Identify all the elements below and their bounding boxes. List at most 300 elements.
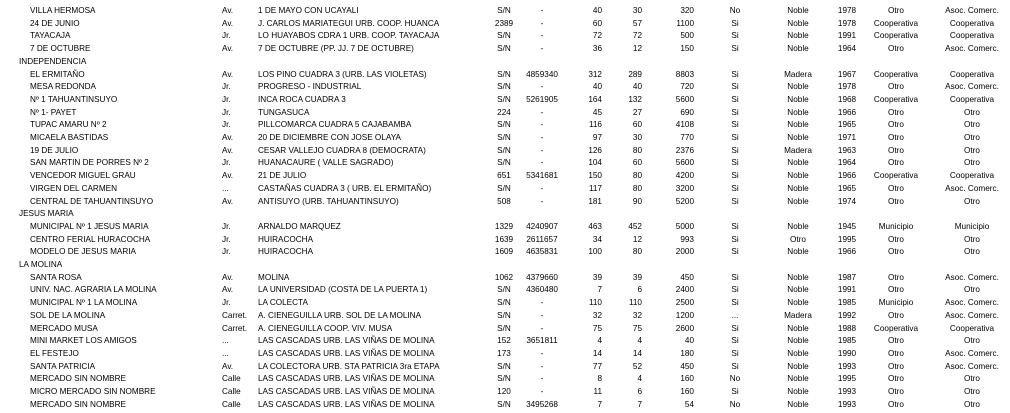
cell-admin: Cooperativa: [949, 18, 995, 28]
cell-address: ARNALDO MARQUEZ: [258, 221, 341, 231]
cell-num: S/N: [497, 31, 511, 41]
cell-c1: 7: [597, 285, 602, 295]
cell-year: 1964: [837, 158, 857, 168]
cell-c1: 34: [592, 234, 602, 244]
cell-phone: -: [540, 145, 544, 155]
cell-c2: 32: [632, 310, 642, 320]
cell-year: 1945: [837, 221, 857, 231]
cell-c2: 75: [632, 323, 642, 333]
cell-c4: Si: [731, 107, 739, 117]
cell-tenure: Cooperativa: [873, 323, 919, 333]
cell-admin: Cooperativa: [949, 69, 995, 79]
cell-via: ...: [222, 336, 229, 346]
cell-tenure: Cooperativa: [873, 171, 919, 181]
table-row: [0, 29, 1010, 42]
cell-year: 1978: [837, 6, 857, 15]
cell-c3: 2500: [675, 298, 694, 308]
cell-c3: 5000: [675, 221, 694, 231]
cell-address: LAS CASCADAS URB. LAS VIÑAS DE MOLINA: [258, 387, 435, 396]
cell-year: 1965: [837, 120, 857, 130]
cell-address: LAS CASCADAS URB. LAS VIÑAS DE MOLINA: [258, 399, 435, 409]
cell-via: Jr.: [222, 94, 231, 104]
cell-tenure: Otro: [888, 336, 904, 346]
cell-tenure: Otro: [888, 82, 904, 92]
table-row: [0, 4, 1010, 17]
cell-name: VILLA HERMOSA: [30, 6, 96, 15]
cell-c1: 4: [597, 336, 602, 346]
cell-num: 1329: [494, 221, 514, 231]
cell-address: J. CARLOS MARIATEGUI URB. COOP. HUANCA: [258, 18, 440, 28]
cell-admin: Otro: [964, 107, 980, 117]
cell-address: ANTISUYO (URB. TAHUANTINSUYO): [258, 196, 399, 206]
cell-c4: Si: [731, 18, 739, 28]
cell-c3: 450: [680, 361, 694, 371]
cell-c1: 36: [592, 44, 602, 54]
cell-phone: -: [540, 361, 544, 371]
cell-admin: Otro: [964, 387, 980, 396]
cell-address: HUANACAURE ( VALLE SAGRADO): [258, 158, 394, 168]
cell-address: 7 DE OCTUBRE (PP. JJ. 7 DE OCTUBRE): [258, 44, 414, 54]
cell-phone: -: [540, 107, 544, 117]
cell-via: Jr.: [222, 31, 231, 41]
cell-c1: 72: [592, 31, 602, 41]
cell-c2: 27: [632, 107, 642, 117]
cell-c1: 116: [588, 120, 602, 130]
cell-via: Calle: [222, 387, 241, 396]
cell-name: UNIV. NAC. AGRARIA LA MOLINA: [30, 285, 157, 295]
cell-address: MOLINA: [258, 272, 290, 282]
cell-c1: 14: [592, 348, 602, 358]
cell-address: LAS CASCADAS URB. LAS VIÑAS DE MOLINA: [258, 336, 435, 346]
cell-c3: 2376: [675, 145, 694, 155]
cell-name: MESA REDONDA: [30, 82, 96, 92]
table-row: [0, 17, 1010, 30]
cell-c2: 60: [632, 158, 642, 168]
cell-tenure: Otro: [888, 133, 904, 142]
cell-c2: 289: [628, 69, 642, 79]
cell-phone: -: [540, 31, 544, 41]
cell-c4: Si: [731, 120, 739, 130]
table-row: [0, 245, 1010, 258]
cell-c1: 40: [592, 82, 602, 92]
cell-via: Av.: [222, 6, 234, 15]
cell-year: 1995: [837, 374, 857, 384]
cell-c4: Si: [731, 272, 739, 282]
cell-c4: Si: [731, 348, 739, 358]
cell-name: Nº 1- PAYET: [30, 107, 77, 117]
cell-name: CENTRAL DE TAHUANTINSUYO: [30, 196, 154, 206]
cell-num: S/N: [497, 399, 511, 409]
cell-tenure: Otro: [888, 44, 904, 54]
cell-phone: 4360480: [526, 285, 558, 295]
cell-phone: -: [540, 44, 544, 54]
cell-c3: 150: [680, 44, 694, 54]
cell-name: CENTRO FERIAL HURACOCHA: [30, 234, 151, 244]
cell-name: SOL DE LA MOLINA: [30, 310, 106, 320]
cell-phone: -: [540, 82, 544, 92]
cell-phone: -: [540, 323, 544, 333]
cell-c3: 2600: [675, 323, 694, 333]
cell-c3: 5600: [675, 158, 694, 168]
cell-num: 152: [497, 336, 511, 346]
cell-via: Av.: [222, 285, 234, 295]
cell-name: 24 DE JUNIO: [30, 18, 80, 28]
cell-c4: Si: [731, 247, 739, 257]
cell-year: 1988: [837, 323, 857, 333]
cell-name: SAN MARTIN DE PORRES Nº 2: [30, 158, 149, 168]
cell-name: MERCADO MUSA: [30, 323, 98, 333]
cell-c4: Si: [731, 145, 739, 155]
cell-c4: Si: [731, 171, 739, 181]
cell-address: CASTAÑAS CUADRA 3 ( URB. EL ERMITAÑO): [258, 183, 432, 193]
table-row: [0, 322, 1010, 335]
cell-phone: 2611657: [526, 234, 558, 244]
cell-c4: Si: [731, 69, 739, 79]
cell-c1: 32: [592, 310, 602, 320]
cell-phone: 5341681: [526, 171, 558, 181]
cell-phone: -: [540, 374, 544, 384]
cell-c2: 30: [632, 133, 642, 142]
cell-num: S/N: [497, 298, 511, 308]
cell-address: PILLCOMARCA CUADRA 5 CAJABAMBA: [258, 120, 412, 130]
cell-via: Jr.: [222, 298, 231, 308]
cell-admin: Otro: [964, 120, 980, 130]
cell-admin: Otro: [964, 374, 980, 384]
table-row: [0, 195, 1010, 208]
table-row: [0, 347, 1010, 360]
cell-via: Av.: [222, 133, 234, 142]
cell-c3: 54: [684, 399, 694, 409]
cell-tenure: Cooperativa: [873, 18, 919, 28]
cell-c1: 117: [588, 183, 602, 193]
cell-c4: ...: [731, 310, 739, 320]
cell-c2: 110: [628, 298, 642, 308]
cell-year: 1974: [837, 196, 857, 206]
cell-c3: 5200: [675, 196, 694, 206]
cell-material: Noble: [787, 94, 809, 104]
cell-num: 173: [497, 348, 511, 358]
cell-c3: 2400: [675, 285, 694, 295]
cell-c3: 4108: [675, 120, 694, 130]
cell-c4: Si: [731, 323, 739, 333]
cell-c2: 90: [632, 196, 642, 206]
cell-name: VIRGEN DEL CARMEN: [30, 183, 118, 193]
cell-name: 19 DE JULIO: [30, 145, 79, 155]
cell-material: Noble: [787, 158, 809, 168]
cell-num: S/N: [497, 6, 511, 15]
cell-num: S/N: [497, 158, 511, 168]
cell-via: Carret.: [222, 310, 248, 320]
cell-c1: 110: [588, 298, 602, 308]
cell-c2: 72: [632, 31, 642, 41]
cell-c3: 1200: [675, 310, 694, 320]
cell-name: MERCADO SIN NOMBRE: [30, 399, 126, 409]
cell-c2: 7: [637, 399, 642, 409]
cell-material: Noble: [787, 18, 809, 28]
cell-admin: Otro: [964, 145, 980, 155]
cell-c4: Si: [731, 298, 739, 308]
cell-c2: 132: [628, 94, 642, 104]
cell-via: Jr.: [222, 107, 231, 117]
cell-c2: 12: [632, 44, 642, 54]
cell-c4: Si: [731, 158, 739, 168]
cell-material: Noble: [787, 196, 809, 206]
cell-material: Madera: [784, 69, 812, 79]
cell-tenure: Cooperativa: [873, 69, 919, 79]
cell-c3: 4200: [675, 171, 694, 181]
cell-tenure: Otro: [888, 361, 904, 371]
cell-via: Jr.: [222, 221, 231, 231]
cell-phone: -: [540, 158, 544, 168]
cell-tenure: Otro: [888, 285, 904, 295]
cell-c4: No: [729, 6, 741, 15]
cell-c2: 452: [628, 221, 642, 231]
cell-c3: 1100: [676, 18, 694, 28]
cell-c3: 690: [680, 107, 694, 117]
cell-admin: Asoc. Comerc.: [945, 298, 999, 308]
cell-tenure: Otro: [888, 310, 904, 320]
cell-material: Noble: [787, 247, 809, 257]
table-row: [0, 334, 1010, 347]
table-row: [0, 372, 1010, 385]
cell-phone: -: [540, 18, 544, 28]
cell-c2: 57: [632, 18, 642, 28]
cell-c1: 11: [593, 387, 602, 396]
cell-c3: 5600: [675, 94, 694, 104]
cell-tenure: Municipio: [878, 221, 914, 231]
cell-c4: Si: [731, 82, 739, 92]
cell-c1: 8: [597, 374, 602, 384]
cell-name: MUNICIPAL Nº 1 LA MOLINA: [30, 298, 138, 308]
cell-phone: -: [540, 120, 544, 130]
cell-c1: 40: [592, 6, 602, 15]
cell-address: LAS CASCADAS URB. LAS VIÑAS DE MOLINA: [258, 374, 435, 384]
cell-c4: Si: [731, 44, 739, 54]
cell-c1: 312: [588, 69, 602, 79]
cell-c1: 100: [588, 247, 602, 257]
cell-c1: 77: [592, 361, 602, 371]
cell-admin: Asoc. Comerc.: [945, 82, 999, 92]
cell-admin: Otro: [964, 196, 980, 206]
cell-material: Noble: [787, 120, 809, 130]
cell-c2: 40: [632, 82, 642, 92]
cell-admin: Asoc. Comerc.: [945, 348, 999, 358]
cell-name: MUNICIPAL Nº 1 JESUS MARIA: [30, 221, 149, 231]
cell-material: Madera: [784, 145, 812, 155]
cell-material: Noble: [787, 107, 809, 117]
cell-year: 1978: [837, 18, 857, 28]
cell-address: HUIRACOCHA: [258, 247, 314, 257]
cell-material: Noble: [787, 31, 809, 41]
cell-admin: Otro: [964, 285, 980, 295]
cell-via: Av.: [222, 145, 234, 155]
cell-year: 1971: [837, 133, 857, 142]
cell-c2: 39: [632, 272, 642, 282]
cell-name: MICRO MERCADO SIN NOMBRE: [30, 387, 156, 396]
cell-via: Carret.: [222, 323, 248, 333]
cell-material: Noble: [787, 44, 809, 54]
cell-num: 1062: [494, 272, 514, 282]
cell-name: VENCEDOR MIGUEL GRAU: [30, 171, 136, 181]
cell-c1: 97: [592, 133, 602, 142]
cell-num: S/N: [497, 120, 511, 130]
cell-year: 1987: [837, 272, 857, 282]
cell-material: Noble: [787, 298, 809, 308]
cell-admin: Otro: [964, 336, 980, 346]
cell-via: Av.: [222, 69, 234, 79]
cell-phone: -: [540, 348, 544, 358]
cell-admin: Asoc. Comerc.: [945, 6, 999, 15]
cell-via: Av.: [222, 196, 234, 206]
table-row: [0, 68, 1010, 81]
cell-admin: Cooperativa: [949, 31, 995, 41]
cell-address: LOS PINO CUADRA 3 (URB. LAS VIOLETAS): [258, 69, 427, 79]
cell-year: 1967: [837, 69, 857, 79]
cell-phone: 4859340: [526, 69, 558, 79]
cell-address: TUNGASUCA: [258, 107, 310, 117]
table-row: [0, 93, 1010, 106]
cell-c3: 320: [680, 6, 694, 15]
cell-year: 1964: [837, 44, 857, 54]
cell-address: 21 DE JULIO: [258, 171, 307, 181]
cell-c4: Si: [731, 133, 739, 142]
cell-material: Noble: [787, 399, 809, 409]
cell-phone: -: [540, 6, 544, 15]
group-header-row: [0, 55, 1010, 68]
cell-address: LAS CASCADAS URB. LAS VIÑAS DE MOLINA: [258, 348, 435, 358]
cell-c4: Si: [731, 285, 739, 295]
table-row: [0, 296, 1010, 309]
cell-c3: 450: [680, 272, 694, 282]
cell-c3: 160: [680, 374, 694, 384]
cell-admin: Otro: [964, 158, 980, 168]
cell-phone: 4635831: [526, 247, 558, 257]
table-row: [0, 106, 1010, 119]
cell-c1: 60: [592, 18, 602, 28]
cell-via: Av.: [222, 272, 234, 282]
cell-material: Noble: [787, 221, 809, 231]
cell-c2: 80: [632, 247, 642, 257]
cell-material: Otro: [790, 234, 806, 244]
cell-address: CESAR VALLEJO CUADRA 8 (DEMOCRATA): [258, 145, 426, 155]
cell-num: S/N: [497, 361, 511, 371]
cell-c4: No: [729, 374, 741, 384]
cell-year: 1991: [837, 285, 857, 295]
cell-num: S/N: [497, 374, 511, 384]
cell-material: Noble: [787, 323, 809, 333]
group-header-row: [0, 207, 1010, 220]
cell-name: MERCADO SIN NOMBRE: [30, 374, 126, 384]
cell-material: Noble: [787, 387, 809, 396]
cell-c3: 720: [680, 82, 694, 92]
group-label: INDEPENDENCIA: [19, 56, 87, 66]
cell-via: Calle: [222, 374, 241, 384]
cell-tenure: Otro: [888, 196, 904, 206]
cell-material: Noble: [787, 361, 809, 371]
cell-c2: 14: [632, 348, 642, 358]
cell-num: S/N: [497, 69, 511, 79]
cell-c4: Si: [731, 183, 739, 193]
group-header-row: [0, 258, 1010, 271]
cell-c2: 30: [632, 6, 642, 15]
cell-phone: -: [540, 310, 544, 320]
cell-year: 1992: [837, 310, 857, 320]
cell-material: Noble: [787, 272, 809, 282]
cell-year: 1993: [837, 387, 857, 396]
cell-year: 1993: [837, 361, 857, 371]
cell-c4: Si: [731, 234, 739, 244]
cell-c4: No: [729, 399, 741, 409]
group-label: JESUS MARIA: [19, 209, 74, 219]
cell-admin: Otro: [964, 399, 980, 409]
cell-num: S/N: [497, 94, 511, 104]
cell-admin: Cooperativa: [949, 323, 995, 333]
cell-material: Madera: [784, 310, 812, 320]
cell-phone: -: [540, 298, 544, 308]
cell-address: PROGRESO - INDUSTRIAL: [258, 82, 362, 92]
cell-year: 1966: [837, 247, 857, 257]
cell-num: S/N: [497, 310, 511, 320]
cell-c1: 39: [592, 272, 602, 282]
cell-name: Nº 1 TAHUANTINSUYO: [30, 94, 118, 104]
table-row: [0, 118, 1010, 131]
cell-c2: 4: [637, 374, 642, 384]
cell-via: Jr.: [222, 82, 231, 92]
cell-phone: 3495268: [526, 399, 558, 409]
cell-material: Noble: [787, 285, 809, 295]
cell-c1: 104: [588, 158, 602, 168]
cell-name: TUPAC AMARU Nº 2: [30, 120, 107, 130]
cell-num: 2389: [494, 18, 514, 28]
cell-tenure: Otro: [888, 158, 904, 168]
cell-address: LA COLECTA: [258, 298, 308, 308]
cell-address: INCA ROCA CUADRA 3: [258, 94, 346, 104]
table-row: [0, 156, 1010, 169]
cell-num: S/N: [497, 133, 511, 142]
cell-material: Noble: [787, 336, 809, 346]
cell-year: 1985: [837, 336, 857, 346]
cell-name: MINI MARKET LOS AMIGOS: [30, 336, 137, 346]
cell-material: Noble: [787, 133, 809, 142]
cell-tenure: Otro: [888, 272, 904, 282]
cell-c2: 80: [632, 171, 642, 181]
cell-tenure: Otro: [888, 120, 904, 130]
cell-year: 1978: [837, 82, 857, 92]
cell-tenure: Otro: [888, 145, 904, 155]
cell-c4: Si: [731, 361, 739, 371]
cell-phone: -: [540, 196, 544, 206]
cell-via: ...: [222, 348, 229, 358]
cell-num: S/N: [497, 82, 511, 92]
cell-tenure: Otro: [888, 234, 904, 244]
cell-phone: 5261905: [526, 94, 558, 104]
cell-c1: 150: [588, 171, 602, 181]
cell-c3: 8803: [675, 69, 694, 79]
cell-admin: Otro: [964, 247, 980, 257]
cell-tenure: Cooperativa: [873, 94, 919, 104]
cell-name: MODELO DE JESUS MARIA: [30, 247, 137, 257]
cell-num: 508: [497, 196, 511, 206]
table-row: [0, 398, 1010, 411]
cell-c3: 160: [680, 387, 694, 396]
cell-via: Jr.: [222, 234, 231, 244]
cell-phone: -: [540, 183, 544, 193]
cell-tenure: Otro: [888, 374, 904, 384]
cell-c4: Si: [731, 31, 739, 41]
table-row: [0, 42, 1010, 55]
cell-name: 7 DE OCTUBRE: [30, 44, 91, 54]
cell-num: S/N: [497, 183, 511, 193]
